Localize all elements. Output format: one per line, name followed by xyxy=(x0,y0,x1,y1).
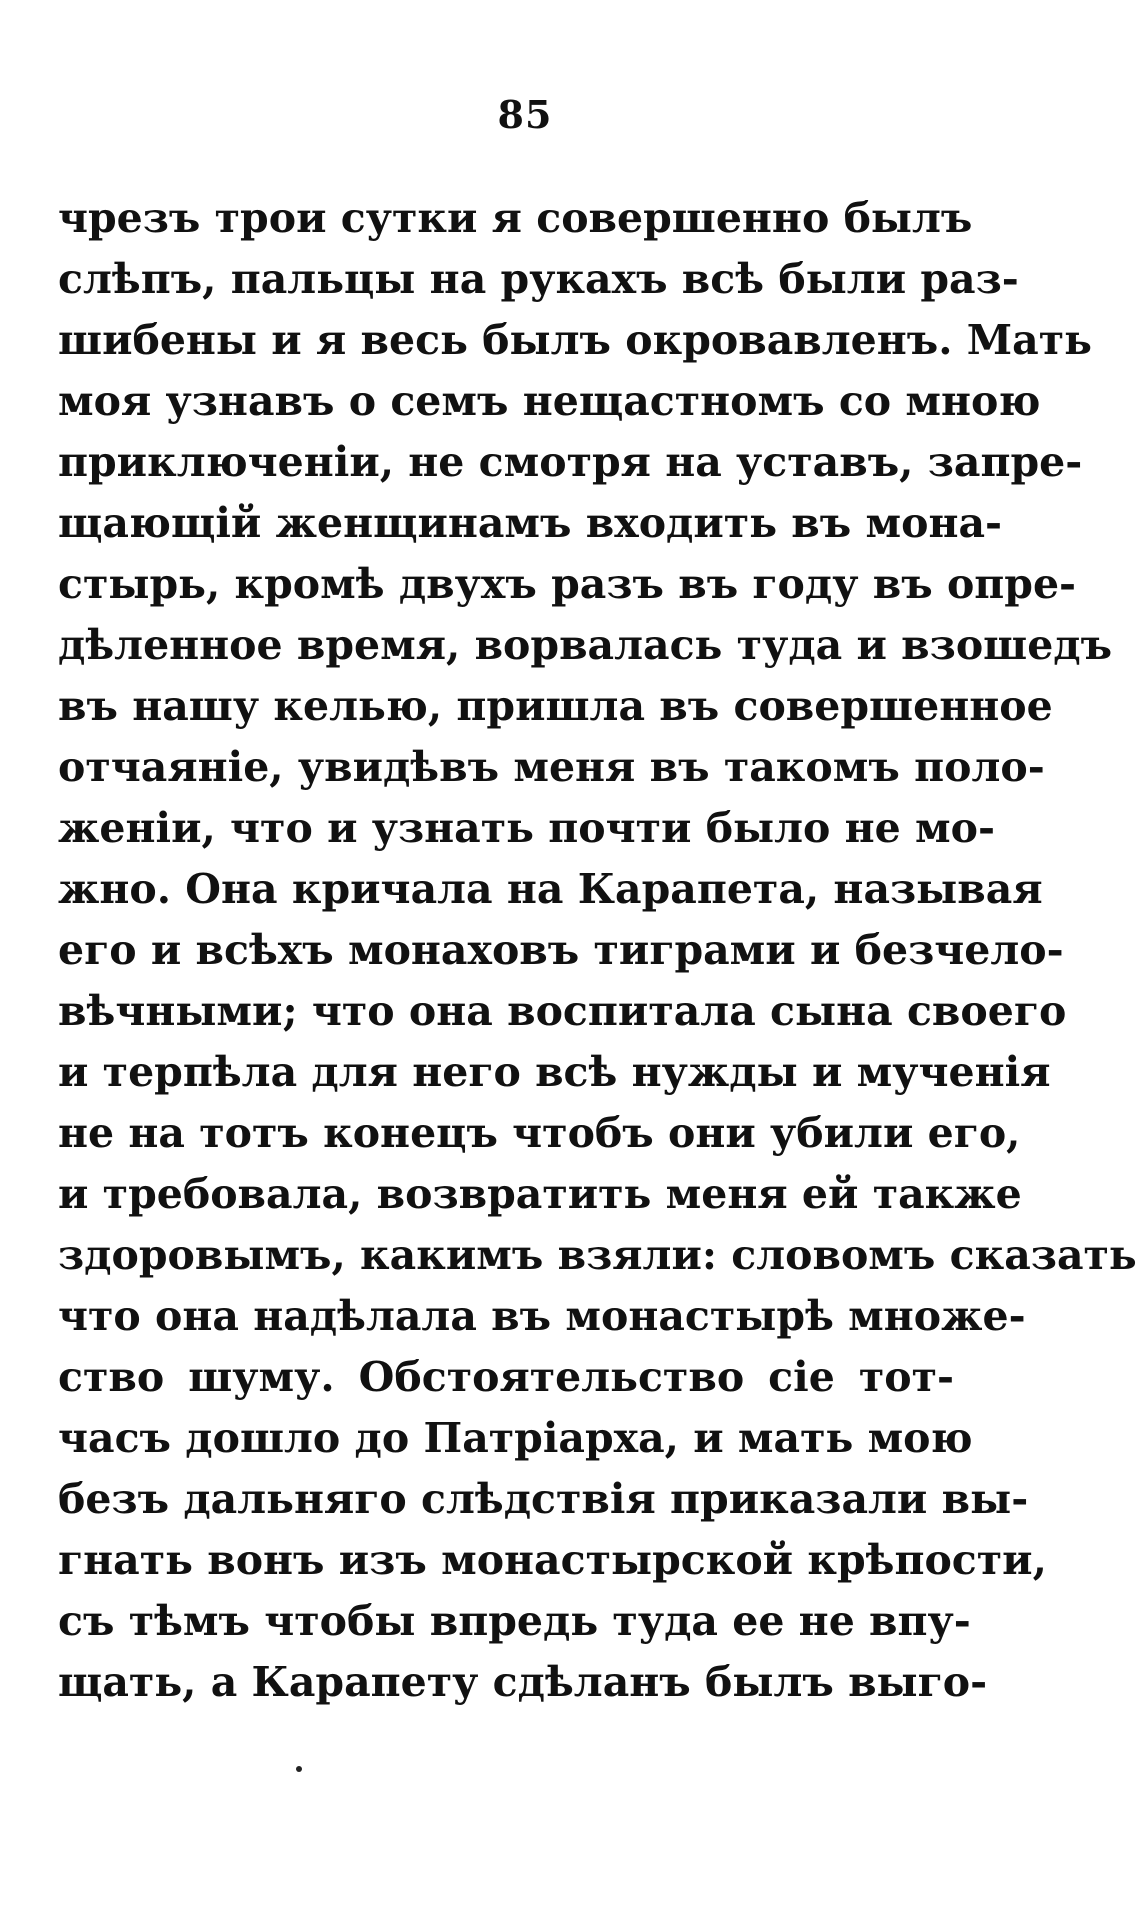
text-line: щающій женщинамъ входить въ мона- xyxy=(58,499,1003,547)
text-line: его и всѣхъ монаховъ тиграми и безчело- xyxy=(58,926,1064,974)
ink-dot xyxy=(296,1766,302,1772)
text-line: отчаяніе, увидѣвъ меня въ такомъ поло- xyxy=(58,743,1045,791)
text-line: и терпѣла для него всѣ нужды и мученія xyxy=(58,1048,1051,1096)
text-line: приключеніи, не смотря на уставъ, запре- xyxy=(58,438,1083,486)
text-line: часъ дошло до Патріарха, и мать мою xyxy=(58,1414,973,1462)
text-line: стырь, кромѣ двухъ разъ въ году въ опре- xyxy=(58,560,1077,608)
text-line: дѣленное время, ворвалась туда и взошедъ xyxy=(58,621,1113,669)
text-line: не на тотъ конецъ чтобъ они убили его, xyxy=(58,1109,1021,1157)
page-number: 85 xyxy=(497,92,553,137)
text-line: слѣпъ, пальцы на рукахъ всѣ были раз- xyxy=(58,255,1019,303)
body-text xyxy=(58,188,1137,1713)
text-line: женіи, что и узнать почти было не мо- xyxy=(58,804,996,852)
text-line: шибены и я весь былъ окровавленъ. Мать xyxy=(58,316,1092,364)
text-line: жно. Она кричала на Карапета, называя xyxy=(58,865,1043,913)
text-line: и требовала, возвратить меня ей также xyxy=(58,1170,1022,1218)
text-line: щать, а Карапету сдѣланъ былъ выго- xyxy=(58,1658,988,1706)
text-line: вѣчными; что она воспитала сына своего xyxy=(58,987,1067,1035)
text-line: безъ дальняго слѣдствія приказали вы- xyxy=(58,1475,1029,1523)
text-line: что она надѣлала въ монастырѣ множе- xyxy=(58,1292,1026,1340)
text-line: ство шуму. Обстоятельство сіе тот- xyxy=(58,1353,954,1401)
text-line: съ тѣмъ чтобы впредь туда ее не впу- xyxy=(58,1597,971,1645)
text-line: чрезъ трои сутки я совершенно былъ xyxy=(58,194,973,242)
text-line: моя узнавъ о семъ нещастномъ со мною xyxy=(58,377,1041,425)
text-line: гнать вонъ изъ монастырской крѣпости, xyxy=(58,1536,1047,1584)
text-line: въ нашу келью, пришла въ совершенное xyxy=(58,682,1053,730)
text-line: здоровымъ, какимъ взяли: словомъ сказать xyxy=(58,1231,1137,1279)
